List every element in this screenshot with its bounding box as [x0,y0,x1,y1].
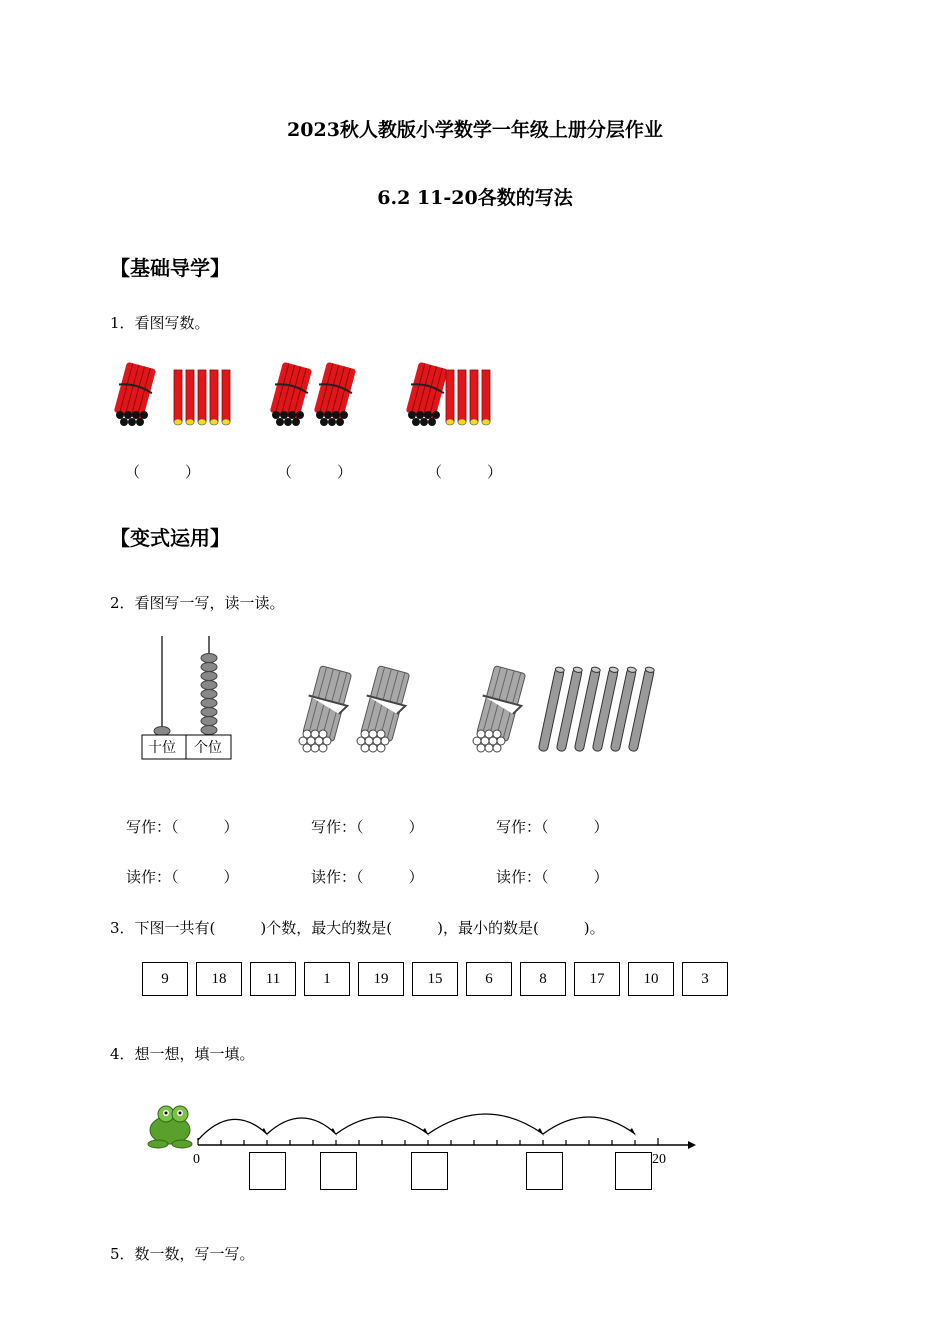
q2-read-blank-3[interactable]: 读作：（ ） [496,868,609,886]
question-1-text: 1．看图写数。 [110,314,210,332]
number-card: 1 [304,962,350,996]
number-line-start-label: 0 [193,1152,200,1167]
number-card: 19 [358,962,404,996]
question-4-text: 4．想一想，填一填。 [110,1045,255,1063]
q2-write-blank-3[interactable]: 写作：（ ） [496,818,609,836]
number-card: 9 [142,962,188,996]
number-card: 8 [520,962,566,996]
frog-icon [148,1106,192,1148]
number-card: 17 [574,962,620,996]
document-title: 2023秋人教版小学数学一年级上册分层作业 [287,119,663,141]
q2-read-blank-2[interactable]: 读作：（ ） [311,868,424,886]
bundles-picture-q1 [108,360,508,432]
section-heading-basic: 【基础导学】 [110,256,230,280]
q1-answer-blank-3[interactable]: （ ） [427,463,503,481]
section-heading-variation: 【变式运用】 [110,526,230,550]
ones-place-label: 个位 [194,740,222,756]
q1-answer-blank-2[interactable]: （ ） [277,463,353,481]
number-card: 11 [250,962,296,996]
number-card: 15 [412,962,458,996]
tens-place-label: 十位 [148,740,176,756]
question-3-text: 3．下图一共有( )个数，最大的数是( )，最小的数是( )。 [110,919,605,937]
question-2-text: 2．看图写一写，读一读。 [110,594,285,612]
number-card: 18 [196,962,242,996]
document-subtitle: 6.2 11-20各数的写法 [377,187,573,209]
q4-answer-box[interactable] [249,1152,286,1190]
number-card: 10 [628,962,674,996]
number-card: 3 [682,962,728,996]
question-5-text: 5．数一数，写一写。 [110,1245,255,1263]
q4-answer-box[interactable] [526,1152,563,1190]
gray-bundles-picture [295,664,655,760]
q2-write-blank-1[interactable]: 写作：（ ） [126,818,239,836]
q1-answer-blank-1[interactable]: （ ） [125,463,201,481]
number-line-end-label: 20 [652,1152,666,1167]
q4-answer-box[interactable] [615,1152,652,1190]
q4-answer-box[interactable] [411,1152,448,1190]
q2-write-blank-2[interactable]: 写作：（ ） [311,818,424,836]
q4-answer-box[interactable] [320,1152,357,1190]
number-card: 6 [466,962,512,996]
q2-read-blank-1[interactable]: 读作：（ ） [126,868,239,886]
